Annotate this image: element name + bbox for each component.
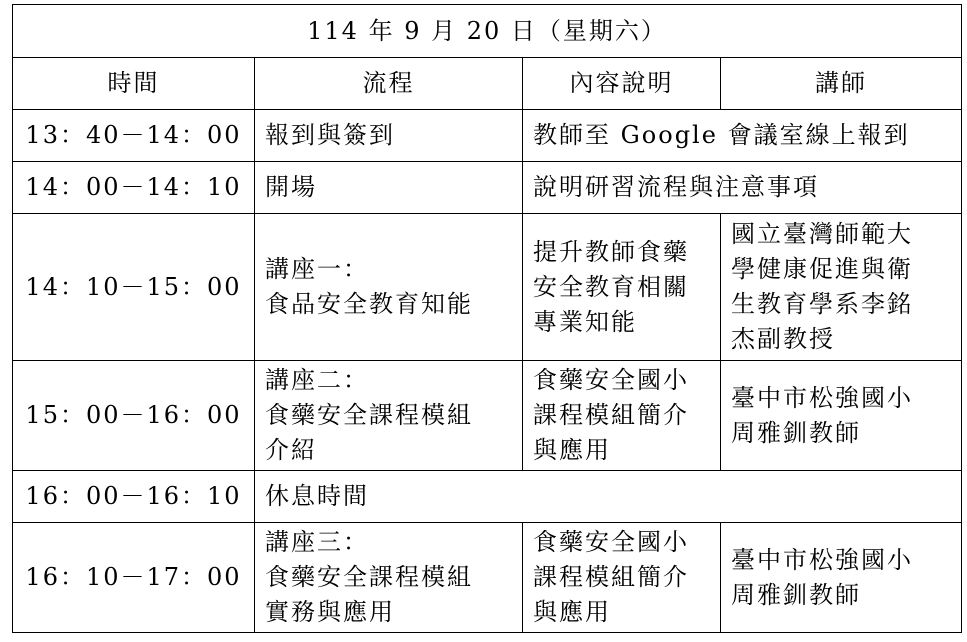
flow-cell: 開場 (255, 162, 523, 214)
flow-cell: 講座一： 食品安全教育知能 (255, 214, 523, 361)
table-row (13, 523, 962, 633)
time-cell: 15：00－16：00 (13, 361, 255, 471)
flow-cell: 講座三： 食藥安全課程模組 實務與應用 (255, 523, 523, 633)
header-row (13, 58, 962, 110)
content-cell: 提升教師食藥 安全教育相關 專業知能 (523, 214, 721, 361)
title-row (13, 5, 962, 58)
content-cell: 食藥安全國小 課程模組簡介 與應用 (523, 523, 721, 633)
schedule-title: 114 年 9 月 20 日（星期六） (13, 5, 962, 58)
time-cell: 13：40－14：00 (13, 110, 255, 162)
flow-cell: 講座二： 食藥安全課程模組 介紹 (255, 361, 523, 471)
speaker-cell: 國立臺灣師範大 學健康促進與衛 生教育學系李銘 杰副教授 (721, 214, 962, 361)
header-time: 時間 (13, 58, 255, 110)
flow-cell: 報到與簽到 (255, 110, 523, 162)
time-cell: 16：10－17：00 (13, 523, 255, 633)
table-row (13, 361, 962, 471)
content-cell: 食藥安全國小 課程模組簡介 與應用 (523, 361, 721, 471)
table-row (13, 214, 962, 361)
time-cell: 14：10－15：00 (13, 214, 255, 361)
header-speaker: 講師 (721, 58, 962, 110)
table-row (13, 162, 962, 214)
content-cell: 教師至 Google 會議室線上報到 (523, 110, 962, 162)
table-row (13, 110, 962, 162)
time-cell: 16：00－16：10 (13, 471, 255, 523)
table-row (13, 471, 962, 523)
speaker-cell: 臺中市松強國小 周雅釧教師 (721, 523, 962, 633)
header-content: 內容說明 (523, 58, 721, 110)
flow-cell: 休息時間 (255, 471, 962, 523)
header-flow: 流程 (255, 58, 523, 110)
content-cell: 說明研習流程與注意事項 (523, 162, 962, 214)
schedule-table (12, 4, 962, 633)
time-cell: 14：00－14：10 (13, 162, 255, 214)
schedule-wrapper (12, 4, 962, 633)
speaker-cell: 臺中市松強國小 周雅釧教師 (721, 361, 962, 471)
